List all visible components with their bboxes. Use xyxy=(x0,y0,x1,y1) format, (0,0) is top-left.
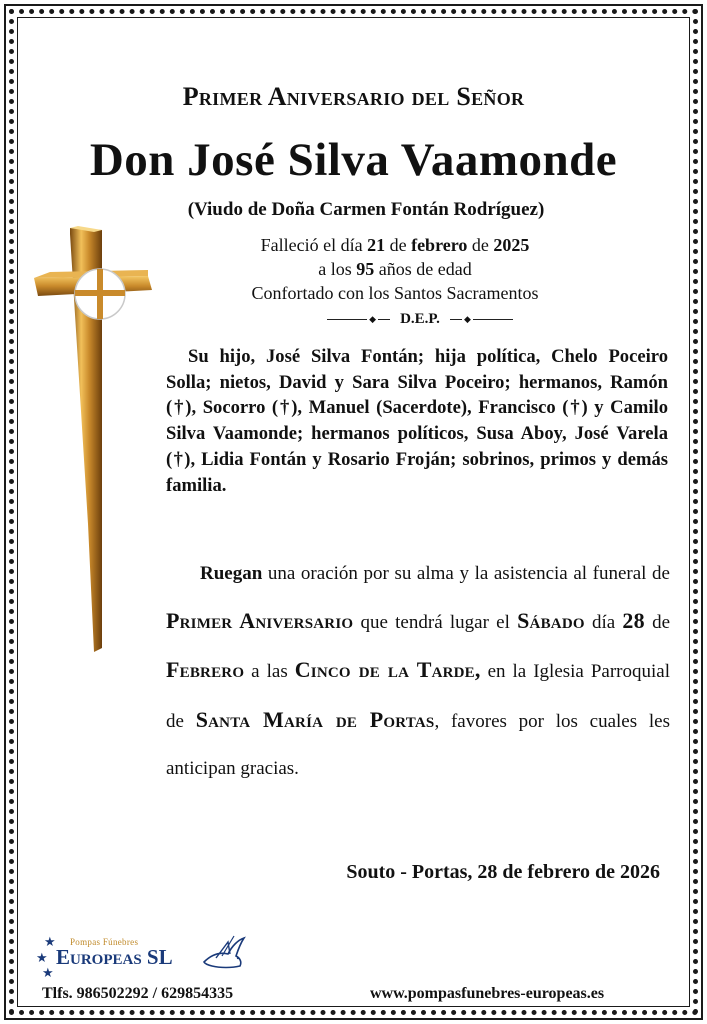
divider-left: ◆ xyxy=(327,314,390,325)
age-value: 95 xyxy=(356,259,375,279)
death-day: 21 xyxy=(367,235,386,255)
brand-name: Europeas SL xyxy=(56,945,173,969)
svg-text:★: ★ xyxy=(36,951,48,966)
rip-divider xyxy=(295,308,545,330)
service-text-1: una oración por su alma y la asistencia al funeral de xyxy=(262,563,670,584)
death-month: febrero xyxy=(411,235,468,255)
service-month: Febrero xyxy=(166,657,245,683)
death-date-sep2: de xyxy=(467,235,494,255)
service-weekday: Sábado xyxy=(517,608,585,634)
service-text-4: de xyxy=(644,612,671,634)
death-date-line xyxy=(200,235,590,256)
deceased-name: Don José Silva Vaamonde xyxy=(89,134,618,186)
service-text-2: que tendrá lugar el xyxy=(353,612,518,634)
service-text-6: en la Iglesia Parroquial de xyxy=(166,661,670,732)
service-time: Cinco de la Tarde, xyxy=(294,657,481,683)
age-suffix: años de edad xyxy=(374,259,472,279)
service-paragraph xyxy=(166,550,670,792)
family-paragraph: Su hijo, José Silva Fontán; hija política, Chelo Poceiro Solla; nietos, David y Sara Silva Poceiro; hermanos, Ramón (†), Socorro (†), Manuel (Sacerdote), Francisco (†) y Camilo Silva Vaamonde; hermanos políticos, Susa Aboy, José Varela (†), Lidia Fontán y Rosario Froján; sobrinos, primos y demás familia. xyxy=(166,346,668,496)
service-church: Santa María de Portas xyxy=(195,706,435,732)
svg-text:★: ★ xyxy=(42,966,54,980)
announcement-title: Primer Aniversario del Señor xyxy=(182,82,525,111)
death-date-prefix: Falleció el día xyxy=(260,235,368,255)
footer-phones: Tlfs. 986502292 / 629854335 xyxy=(42,985,234,1002)
divider-right: ◆ xyxy=(450,314,513,325)
place-date: Souto - Portas, 28 de febrero de 2026 xyxy=(346,861,660,883)
service-event: Primer Aniversario xyxy=(166,608,354,634)
rip-text: D.E.P. xyxy=(400,310,440,327)
footer-website[interactable]: www.pompasfunebres-europeas.es xyxy=(370,985,605,1002)
service-text-5: a las xyxy=(244,661,295,683)
service-text-3: día xyxy=(584,612,623,634)
death-date-sep: de xyxy=(385,235,412,255)
service-text-7: , favores por los cuales les anticipan gracias. xyxy=(166,710,670,779)
age-prefix: a los xyxy=(318,259,357,279)
brand-tagline: Pompas Fúnebres xyxy=(70,937,139,947)
age-line xyxy=(200,259,590,280)
cross-icon xyxy=(30,224,155,654)
svg-text:★: ★ xyxy=(44,935,56,950)
service-ruegan: Ruegan xyxy=(200,563,263,584)
spouse-note: (Viudo de Doña Carmen Fontán Rodríguez) xyxy=(187,199,545,220)
death-year: 2025 xyxy=(493,235,530,255)
sacraments-line: Confortado con los Santos Sacramentos xyxy=(251,283,539,303)
dove-icon xyxy=(198,932,248,974)
service-day: 28 xyxy=(622,608,645,634)
